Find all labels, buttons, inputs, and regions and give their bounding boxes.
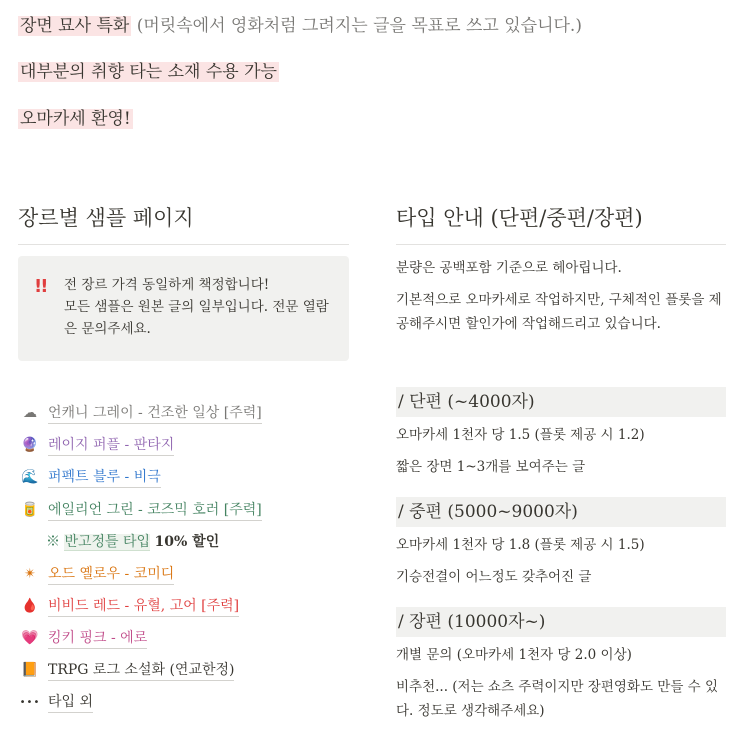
genre-label[interactable]: 오드 옐로우 - 코미디 [48, 564, 174, 585]
discount-note [46, 531, 219, 553]
callout-text [64, 274, 336, 340]
type-heading-short: / 단편 (~4000자) [396, 387, 726, 417]
wave-icon: 🌊 [21, 469, 39, 485]
genre-samples-heading: 장르별 샘플 페이지 [18, 206, 194, 230]
discount-suffix: 할인 [187, 534, 220, 550]
heading-divider [396, 244, 726, 245]
intro-line-1 [18, 13, 582, 39]
double-exclamation-icon: !! [34, 276, 47, 297]
genre-label[interactable]: 타입 외 [48, 692, 93, 713]
genre-label[interactable]: 언캐니 그레이 - 건조한 일상 [주력] [48, 403, 262, 424]
genre-link-lazy-purple[interactable] [20, 432, 174, 458]
genre-label[interactable]: 에일리언 그린 - 코즈믹 호러 [주력] [48, 500, 262, 521]
genre-link-vivid-red[interactable] [20, 593, 239, 619]
genre-link-uncanny-gray[interactable] [20, 400, 262, 426]
genre-label[interactable]: 비비드 레드 - 유혈, 고어 [주력] [48, 596, 239, 617]
genre-link-kinky-pink[interactable] [20, 625, 147, 651]
type-heading-medium: / 중편 (5000~9000자) [396, 497, 726, 527]
type-price-medium: 오마카세 1천자 당 1.8 (플롯 제공 시 1.5) [396, 537, 645, 553]
genre-label[interactable]: TRPG 로그 소설화 (연교한정) [48, 660, 234, 681]
type-desc-medium: 기승전결이 어느정도 갖추어진 글 [396, 569, 592, 585]
intro-highlight-3: 오마카세 환영! [20, 109, 131, 129]
callout-box [18, 256, 349, 361]
intro-line-3 [18, 106, 133, 132]
genre-label[interactable]: 킹키 핑크 - 에로 [48, 628, 147, 649]
intro-highlight: 장면 묘사 특화 [20, 16, 130, 36]
type-price-long: 개별 문의 (오마카세 1천자 당 2.0 이상) [396, 647, 632, 663]
genre-link-trpg-log[interactable] [20, 657, 234, 683]
discount-percent: 10% [154, 534, 188, 550]
type-desc-short: 짧은 장면 1~3개를 보여주는 글 [396, 459, 586, 475]
intro-highlight-2: 대부분의 취향 타는 소재 수용 가능 [20, 62, 277, 82]
type-desc-long: 비추천... (저는 쇼츠 주력이지만 장편영화도 만들 수 있다. 정도로 생각해주세요) [396, 679, 719, 719]
book-icon: 📙 [21, 662, 39, 678]
blood-drop-icon: 🩸 [21, 598, 39, 614]
more-dots-icon: ••• [19, 696, 41, 708]
sparkle-icon: ✴ [24, 566, 36, 582]
genre-link-perfect-blue[interactable] [20, 464, 161, 490]
intro-subtext: (머릿속에서 영화처럼 그려지는 글을 목표로 쓰고 있습니다.) [131, 16, 582, 36]
length-basis-text: 분량은 공백포함 기준으로 헤아립니다. [396, 260, 622, 276]
genre-link-odd-yellow[interactable] [20, 561, 174, 587]
type-heading-long: / 장편 (10000자~) [396, 607, 726, 637]
note-prefix: ※ [46, 534, 65, 550]
heart-icon: 💗 [21, 630, 39, 646]
genre-label[interactable]: 퍼펙트 블루 - 비극 [48, 467, 161, 488]
genre-link-alien-green[interactable] [20, 497, 262, 523]
callout-line-1: 전 장르 가격 동일하게 책정합니다! [64, 277, 270, 293]
semi-fixed-type-link[interactable]: 반고정틀 타입 [64, 534, 151, 550]
type-guide-heading: 타입 안내 (단편/중편/장편) [396, 206, 643, 230]
intro-line-2 [18, 59, 279, 85]
heading-divider [18, 244, 349, 245]
genre-label[interactable]: 레이지 퍼플 - 판타지 [48, 435, 174, 456]
cloud-icon: ☁ [23, 405, 37, 421]
canned-food-icon: 🥫 [21, 502, 39, 518]
callout-line-2: 모든 샘플은 원본 글의 일부입니다. 전문 열람은 문의주세요. [64, 299, 329, 337]
type-price-short: 오마카세 1천자 당 1.5 (플롯 제공 시 1.2) [396, 427, 645, 443]
omakase-info-text: 기본적으로 오마카세로 작업하지만, 구체적인 플롯을 제공해주시면 할인가에 작업해드리고 있습니다. [396, 292, 722, 332]
crystal-ball-icon: 🔮 [21, 437, 39, 453]
genre-link-other-types[interactable] [20, 689, 93, 715]
